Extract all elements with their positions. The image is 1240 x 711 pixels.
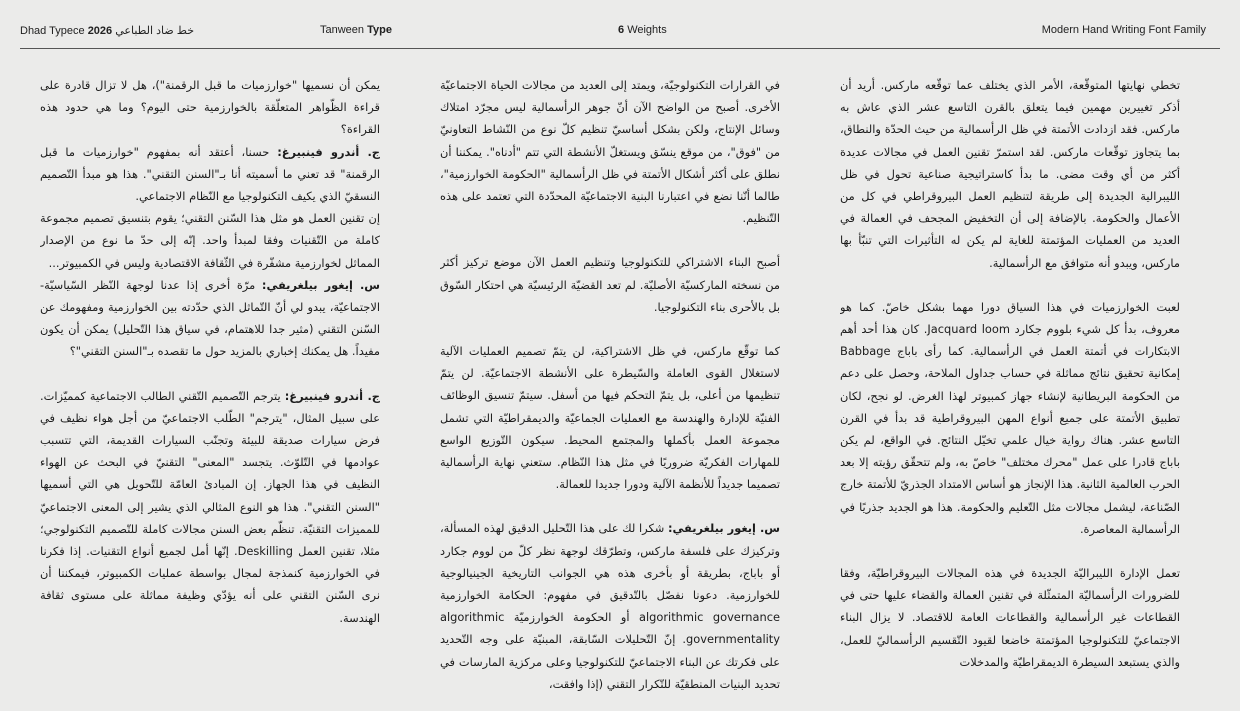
dialogue-paragraph <box>440 517 780 695</box>
paragraph: تخطي نهايتها المتوقّعة، الأمر الذي يختلف عما توقّعه ماركس. أريد أن أذكر تغييرين مهمين فيما يتعلق بالقرن التاسع عشر الذي عاش به ماركس. فقد ازدادت الأتمتة في ظل الرأسمالية من حيث الحدّة والنطاق، بما يتجاوز توقّعات ماركس. لقد استمرّ تقنين العمل في مجالات عديدة أكثر من أي وقت مضى. ما بدأ كاستراتيجية صناعية تحول في ظل الليبرالية الجديدة إلى طريقة لتنظيم العمل البيروقراطي في كل من الأعمال والحكومة. بالإضافة إلى أن التخفيض المجحف في العمالة في العديد من العمليات المؤتمتة للغاية لم يكن له التأثيرات التي تنبّأ بها ماركس، ويبدو أنه متوافق مع الرأسمالية. <box>840 78 1180 270</box>
dialogue-paragraph <box>40 385 380 629</box>
dialogue-text: شكرا لك على هذا التّحليل الدقيق لهذه المسألة، وتركيزك على فلسفة ماركس، وتطرّقك لوجهة نظر كلّ من لووم جكارد أو باباج، بطريقة أو بأخرى هذه هي الجوانب التاريخية الجينيالوجية للخوارزمية. دعونا نفصّل بالتّدقيق في مفهوم: الحكامة الخوارزمية algorithmic governance أو الحكومة الخوارزميّة algorithmic governmentality. إنّ التّحليلات السّابقة، المبنيّة على وجه التّحديد على فكرتك عن البناء الاجتماعيّ للتكنولوجيا وعلى مركزية المارسات في تحديد البنيات المنطقيّة للتّكرار التقني (إذا وافقت، <box>440 521 780 691</box>
header-type-label <box>320 24 392 36</box>
dialogue-text: يترجم التّصميم التّقني الطالب الاجتماعية كمميّزات. على سبيل المثال، "يترجم" الطّلب الاجتماعيّ من أجل هواء نظيف في فرض سيارات صديقة للبيئة وتجنّب السيارات القديمة، التي تتسبب عوادمها في التّلوّث. يتجسد "المعنى" التقنيّ في البحث عن الهواء النظيف في هذا الجهاز. إن المبادئ العامّة للتّحويل هي التي أسميها "السنن التقني". هذا هو النوع المثالي الذي يشير إلى المعنى الاجتماعيّ للمميزات التقنيّة. تنظّم بعض السنن مجالات كاملة للتّصميم التكنولوجي؛ مثلا، تقنين العمل Deskilling. إنّها أمل لجميع أنواع التقنيات. إذا فكرنا في الخوارزمية كنمذجة لمجال بواسطة عمليات الكمبيوتر، فيمكننا أن نرى السّنن التقني على أنه يؤدّي وظيفة مماثلة على مستوى ثقافة الهندسة. <box>40 388 380 625</box>
paragraph: في القرارات التكنولوجيّة، ويمتد إلى العديد من مجالات الحياة الاجتماعيّة الأخرى. أصبح من الواضح الآن أنّ جوهر الرأسمالية ليس مجرّد امتلاك وسائل الإنتاج، ولكن بشكل أساسيّ تنظيم كلّ نوع من النّشاط التعاونيّ من "فوق"، من موقع ينسّق ويستغلّ الأنشطة التي تتم "أدناه". يمكننا أن نطلق على أكثر أشكال الأتمتة في ظل الرأسمالية "الحكومة الخوارزمية"، طالما أنّنا نضع في اعتبارنا البنية الاجتماعيّة المحدّدة التي تعتمد على هذه التّنظيم. <box>440 78 780 226</box>
dialogue-paragraph <box>40 274 380 363</box>
paragraph: كما توقّع ماركس، في ظل الاشتراكية، لن يتمّ تصميم العمليات الآلية لاستغلال القوى العاملة والسّيطرة على الأنشطة الاجتماعيّة. لن يتمّ تنظيمها من أعلى، بل يتمّ التحكم فيها من أسفل. سيتمّ تنسيق الوظائف الفنيّة للإدارة والهندسة مع العمليات الجماعيّة والديمقراطيّة التي تشمل مجموعة العمل بأكملها والمجتمع المحيط. سيكون التّوزيع الواسع للمهارات الفكريّة ضروريًا في مثل هذا النّظام. ستعني نهاية الرأسمالية تصميما جديداً للأنظمة الآلية ودورا جديدا للعمالة. <box>440 344 780 492</box>
speaker-label: ج. أندرو فينبيرغ: <box>277 144 380 159</box>
header-brand <box>20 24 194 37</box>
header-weights-label <box>618 24 667 36</box>
brand-arabic-name: خط ضاد الطباعي <box>115 25 195 37</box>
speaker-label: س. إيغور بيلغريفي: <box>261 277 380 292</box>
text-columns <box>36 74 1180 706</box>
type-bold: Type <box>367 24 392 36</box>
page-header <box>20 18 1220 49</box>
weights-text: Weights <box>627 24 667 36</box>
paragraph: تعمل الإدارة الليبراليّة الجديدة في هذه المجالات البيروقراطيّة، وفقا للضرورات الرأسماليّة المتمثّلة في تقنين العمالة والقضاء عليها حتى في القطاعات غير الرأسمالية والقطاعات العامة للاقتصاد. لا يزال البناء الاجتماعيّ للتكنولوجيا المؤتمتة خاضعا لقيود التّقسيم الرأسماليّ للعمل، والذي يستبعد السيطرة الديمقراطيّة والمدخلات <box>840 566 1180 669</box>
speaker-label: س. إيغور بيلغريفي: <box>667 521 780 536</box>
column-middle <box>440 74 780 706</box>
column-right <box>840 74 1180 706</box>
paragraph: لعبت الخوارزميات في هذا السياق دورا مهما بشكل خاصّ. كما هو معروف، بدأ كل شيء بلووم جكارد Jacquard loom. كان هذا أحد أهم الابتكارات في أتمتة العمل في الرأسمالية. كما رأى باباج Babbage إمكانية تحقيق نتائج مماثلة في حساب جداول الملاحة، وحصل على دعم من الحكومة البريطانية لإنشاء جهاز كمبيوتر لهذا الغرض. لو نجح، لكان تطبيق الأتمتة على جميع أنواع المهن البيروقراطية قد بدأ في القرن التاسع عشر. هناك رواية خيال علمي تخيّل النتائج. في الواقع، لم يكن باباج قادرا على عمل "محرك مختلف" خاصّ به، ولم تتحقّق رؤيته إلا بعد الحرب العالمية الثانية. هذا الإنجاز هو أساس الامتداد الجذريّ للأتمتة خارج الصّناعة، ليشمل مجالات مثل التّعليم والحكومة. هذا هو الجديد جذريًا في الرأسمالية المعاصرة. <box>840 299 1180 536</box>
header-family-label: Modern Hand Writing Font Family <box>1041 24 1206 36</box>
weights-count: 6 <box>618 24 625 36</box>
paragraph: أصبح البناء الاشتراكي للتكنولوجيا وتنظيم العمل الآن موضع تركيز أكثر من نسخته الماركسيّة الأصليّة. لم تعد القضيّة الرئيسيّة هي احتكار السّوق بل بالأحرى بناء التكنولوجيا. <box>440 255 780 314</box>
type-prefix: Tanween <box>320 24 365 36</box>
brand-name: Dhad Typece <box>20 25 85 37</box>
dialogue-text: حسنا، أعتقد أنه بمفهوم "خوارزميات ما قبل الرقمنة" قد تعني ما أسميته أنا بـ"السنن التقني". هذا هو مبدأ التّصميم النسقيّ الذي يكيف التكنولوجيا مع النّظام الاجتماعي. <box>40 144 380 204</box>
dialogue-paragraph <box>40 141 380 208</box>
paragraph: إن تقنين العمل هو مثل هذا السّنن التقني؛ يقوم بتنسيق تصميم مجموعة كاملة من التّقنيات وفقا لمبدأ واحد. إنّه إلى حدّ ما نوع من الإصدار المماثل لخوارزمية مشفّرة في الثّقافة الاقتصادية وليس في الكمبيوتر... <box>40 211 380 270</box>
paragraph: يمكن أن نسميها "خوارزميات ما قبل الرقمنة")، هل لا تزال قادرة على قراءة الظّواهر المتعلّقة بالخوارزمية حتى اليوم؟ وما هي حدود هذه القراءة؟ <box>40 78 380 137</box>
brand-year: 2026 <box>87 25 113 37</box>
dialogue-text: مرّة أخرى إذا عدنا لوجهة النّظر السّياسيّة-الاجتماعيّة، يبدو لي أنّ التّماثل الذي حدّدته بين الخوارزمية ومفهومك عن السّنن التقني (مثير جدا للاهتمام، في سياق هذا التّحليل) يمكن أن يكون مفيداً. هل يمكنك إخباري بالمزيد حول ما تقصده بـ"السنن التقني"؟ <box>40 277 380 359</box>
column-left <box>40 74 380 706</box>
speaker-label: ج. أندرو فينبيرغ: <box>284 388 380 403</box>
